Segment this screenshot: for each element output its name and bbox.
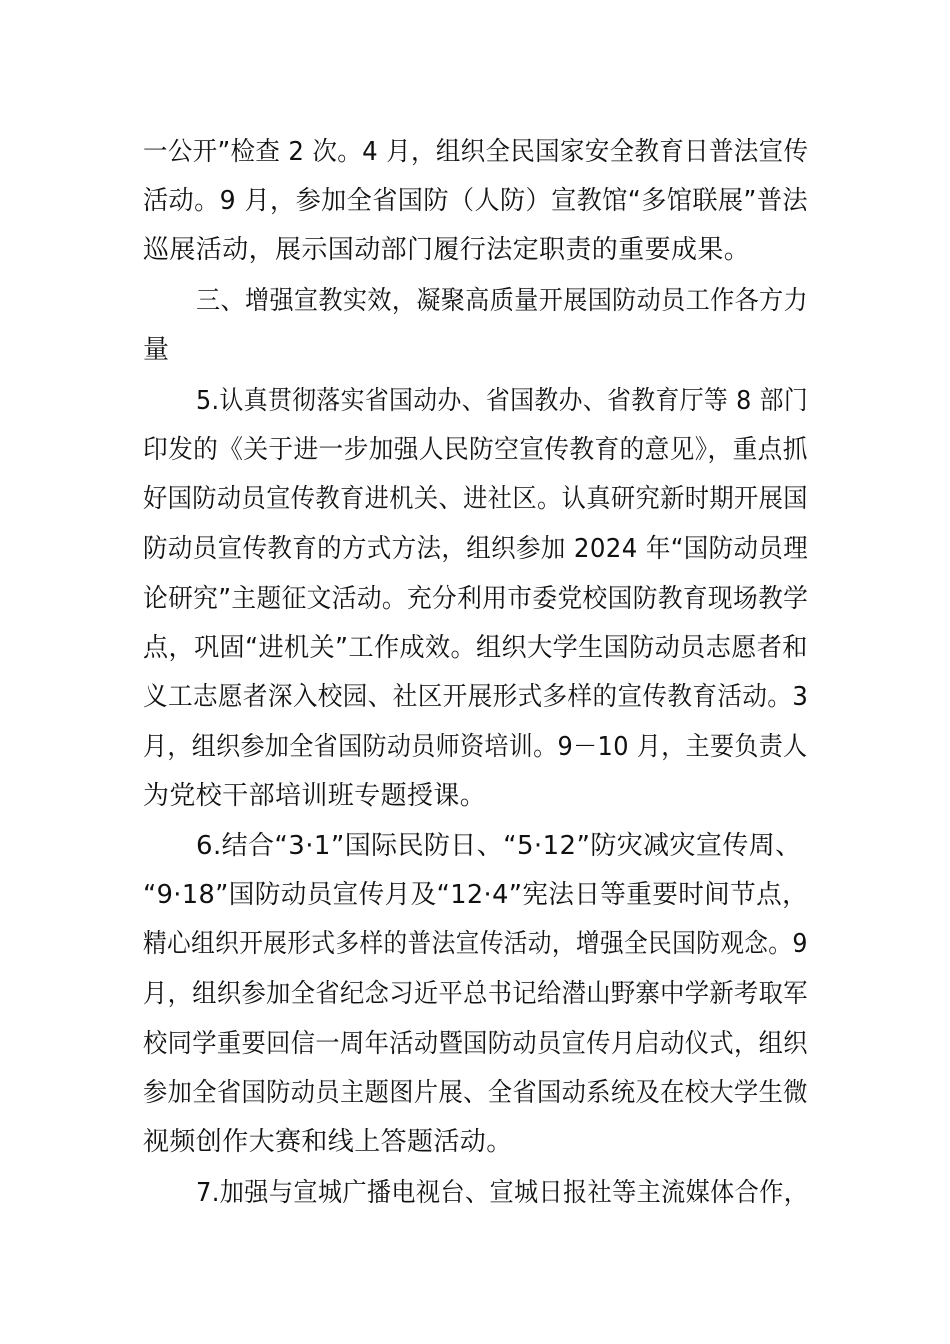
text-line: 精心组织开展形式多样的普法宣传活动，增强全民国防观念。9 bbox=[143, 929, 808, 959]
text-line: 5.认真贯彻落实省国动办、省国教办、省教育厅等 8 部门 bbox=[196, 386, 809, 416]
section-heading-continued: 量 bbox=[143, 335, 170, 365]
text-line: 活动。9 月，参加全省国防（人防）宣教馆“多馆联展”普法 bbox=[143, 186, 808, 216]
text-line: 论研究”主题征文活动。充分利用市委党校国防教育现场教学 bbox=[143, 584, 809, 614]
text-line: 7.加强与宣城广播电视台、宣城日报社等主流媒体合作， bbox=[196, 1178, 809, 1208]
text-line: 印发的《关于进一步加强人民防空宣传教育的意见》，重点抓 bbox=[143, 435, 808, 465]
text-line: “9·18”国防动员宣传月及“12·4”宪法日等重要时间节点， bbox=[143, 880, 809, 910]
text-line: 为党校干部培训班专题授课。 bbox=[143, 781, 487, 811]
text-line: 好国防动员宣传教育进机关、进社区。认真研究新时期开展国 bbox=[143, 484, 808, 514]
text-line: 月，组织参加全省国防动员师资培训。9－10 月，主要负责人 bbox=[143, 732, 808, 762]
text-line: 义工志愿者深入校园、社区开展形式多样的宣传教育活动。3 bbox=[143, 682, 809, 712]
text-line: 点，巩固“进机关”工作成效。组织大学生国防动员志愿者和 bbox=[143, 633, 808, 663]
text-line: 参加全省国防动员主题图片展、全省国动系统及在校大学生微 bbox=[143, 1078, 808, 1108]
text-line: 月，组织参加全省纪念习近平总书记给潜山野寨中学新考取军 bbox=[143, 979, 808, 1009]
text-line: 巡展活动，展示国动部门履行法定职责的重要成果。 bbox=[143, 235, 751, 265]
text-line: 6.结合“3·1”国际民防日、“5·12”防灾减灾宣传周、 bbox=[196, 831, 802, 861]
section-heading: 三、增强宣教实效，凝聚高质量开展国防动员工作各方力 bbox=[196, 286, 809, 316]
text-line: 视频创作大赛和线上答题活动。 bbox=[143, 1127, 513, 1157]
text-line: 一公开”检查 2 次。4 月，组织全民国家安全教育日普法宣传 bbox=[143, 137, 809, 167]
text-line: 校同学重要回信一周年活动暨国防动员宣传月启动仪式，组织 bbox=[143, 1029, 808, 1059]
text-line: 防动员宣传教育的方式方法，组织参加 2024 年“国防动员理 bbox=[143, 534, 809, 564]
